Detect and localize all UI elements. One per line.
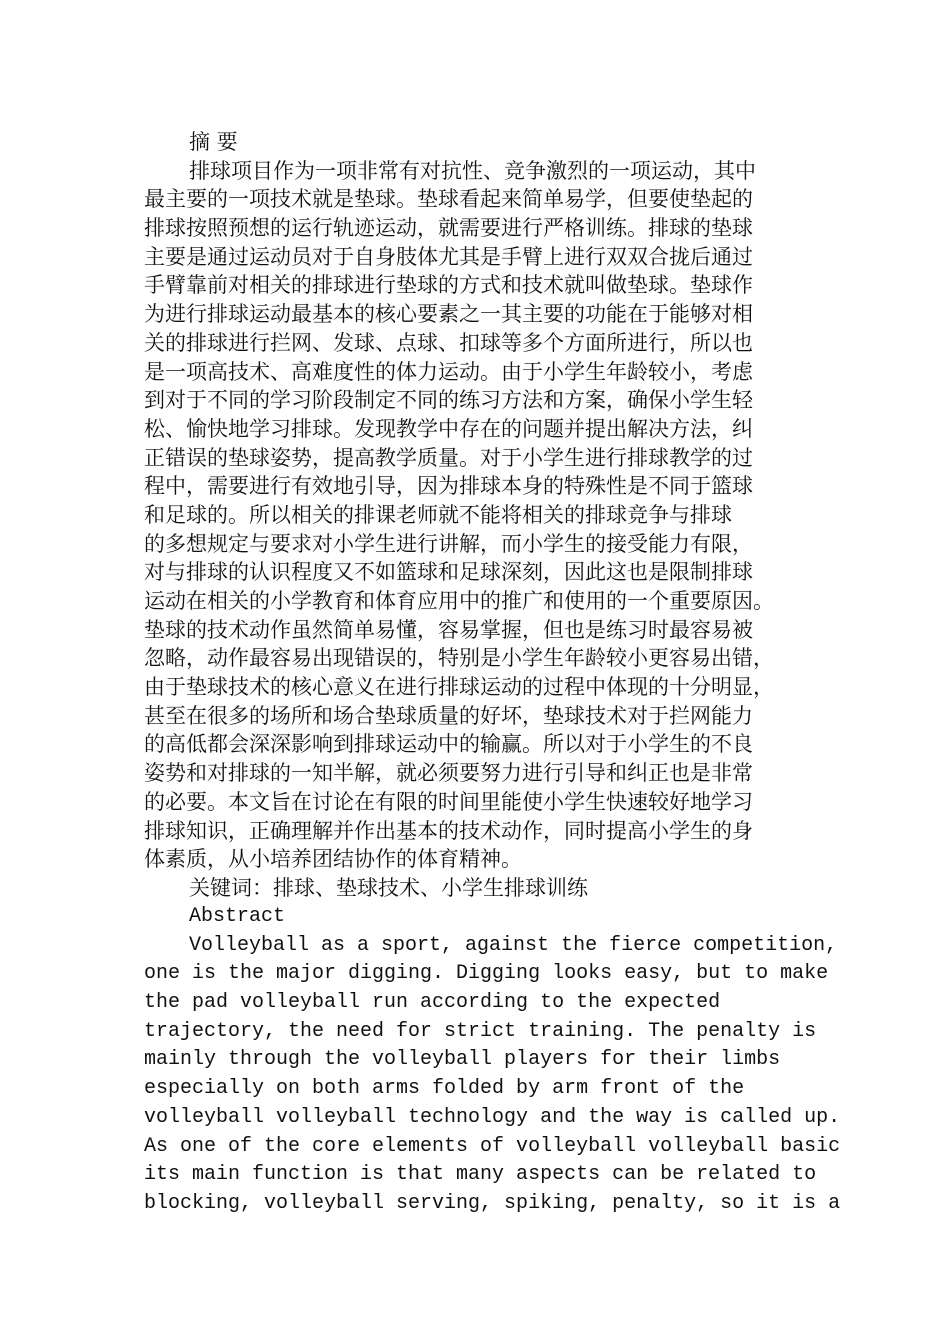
abstract-cn-line: 的高低都会深深影响到排球运动中的输赢。所以对于小学生的不良 [144, 732, 753, 757]
abstract-cn-line: 是一项高技术、高难度性的体力运动。由于小学生年龄较小，考虑 [144, 359, 753, 384]
abstract-en-heading: Abstract [189, 905, 286, 928]
abstract-en-line: the pad volleyball run according to the expected [144, 991, 721, 1015]
abstract-cn-line: 体素质，从小培养团结协作的体育精神。 [144, 847, 522, 872]
abstract-en-line: As one of the core elements of volleyball volleyball basic [144, 1134, 841, 1158]
abstract-cn-line: 关的排球进行拦网、发球、点球、扣球等多个方面所进行，所以也 [144, 330, 753, 355]
abstract-cn-line: 忽略，动作最容易出现错误的，特别是小学生年龄较小更容易出错， [144, 646, 774, 671]
abstract-cn-heading: 摘 要 [189, 130, 238, 154]
english-abstract-section [144, 903, 844, 1219]
abstract-cn-line: 为进行排球运动最基本的核心要素之一其主要的功能在于能够对相 [144, 302, 753, 327]
abstract-cn-line: 垫球的技术动作虽然简单易懂，容易掌握，但也是练习时最容易被 [144, 617, 753, 642]
abstract-cn-line: 松、愉快地学习排球。发现教学中存在的问题并提出解决方法，纠 [144, 416, 753, 441]
abstract-en-line: volleyball volleyball technology and the way is called up. [144, 1105, 841, 1129]
abstract-cn-line: 主要是通过运动员对于自身肢体尤其是手臂上进行双双合拢后通过 [144, 244, 753, 269]
abstract-en-line: its main function is that many aspects can be related to [144, 1163, 817, 1187]
abstract-cn-line: 最主要的一项技术就是垫球。垫球看起来简单易学，但要使垫起的 [144, 187, 753, 212]
keywords-cn: 关键词：排球、垫球技术、小学生排球训练 [189, 875, 588, 900]
abstract-cn-line: 排球按照预想的运行轨迹运动，就需要进行严格训练。排球的垫球 [144, 216, 753, 241]
abstract-cn-line: 排球知识，正确理解并作出基本的技术动作，同时提高小学生的身 [144, 818, 753, 843]
abstract-en-line: mainly through the volleyball players for their limbs [144, 1048, 781, 1072]
chinese-abstract-section [144, 128, 806, 903]
abstract-cn-line: 由于垫球技术的核心意义在进行排球运动的过程中体现的十分明显， [144, 675, 774, 700]
abstract-cn-line: 甚至在很多的场所和场合垫球质量的好坏，垫球技术对于拦网能力 [144, 703, 753, 728]
abstract-en-line: blocking, volleyball serving, spiking, penalty, so it is a [144, 1191, 841, 1215]
abstract-cn-line: 手臂靠前对相关的排球进行垫球的方式和技术就叫做垫球。垫球作 [144, 273, 753, 298]
abstract-cn-line: 的多想规定与要求对小学生进行讲解，而小学生的接受能力有限， [144, 531, 753, 556]
abstract-cn-line: 排球项目作为一项非常有对抗性、竞争激烈的一项运动，其中 [189, 158, 756, 183]
abstract-cn-line: 的必要。本文旨在讨论在有限的时间里能使小学生快速较好地学习 [144, 789, 753, 814]
abstract-cn-line: 姿势和对排球的一知半解，就必须要努力进行引导和纠正也是非常 [144, 761, 753, 786]
abstract-en-line: one is the major digging. Digging looks easy, but to make [144, 962, 829, 986]
abstract-en-line: trajectory, the need for strict training. The penalty is [144, 1019, 817, 1043]
abstract-cn-line: 对与排球的认识程度又不如篮球和足球深刻，因此这也是限制排球 [144, 560, 753, 585]
abstract-cn-line: 正错误的垫球姿势，提高教学质量。对于小学生进行排球教学的过 [144, 445, 753, 470]
abstract-cn-line: 程中，需要进行有效地引导，因为排球本身的特殊性是不同于篮球 [144, 474, 753, 499]
abstract-en-line: especially on both arms folded by arm front of the [144, 1077, 745, 1101]
abstract-cn-line: 和足球的。所以相关的排课老师就不能将相关的排球竞争与排球 [144, 502, 732, 527]
abstract-cn-line: 到对于不同的学习阶段制定不同的练习方法和方案，确保小学生轻 [144, 388, 753, 413]
abstract-en-line: Volleyball as a sport, against the fierce competition, [189, 933, 838, 957]
abstract-cn-line: 运动在相关的小学教育和体育应用中的推广和使用的一个重要原因。 [144, 589, 774, 613]
